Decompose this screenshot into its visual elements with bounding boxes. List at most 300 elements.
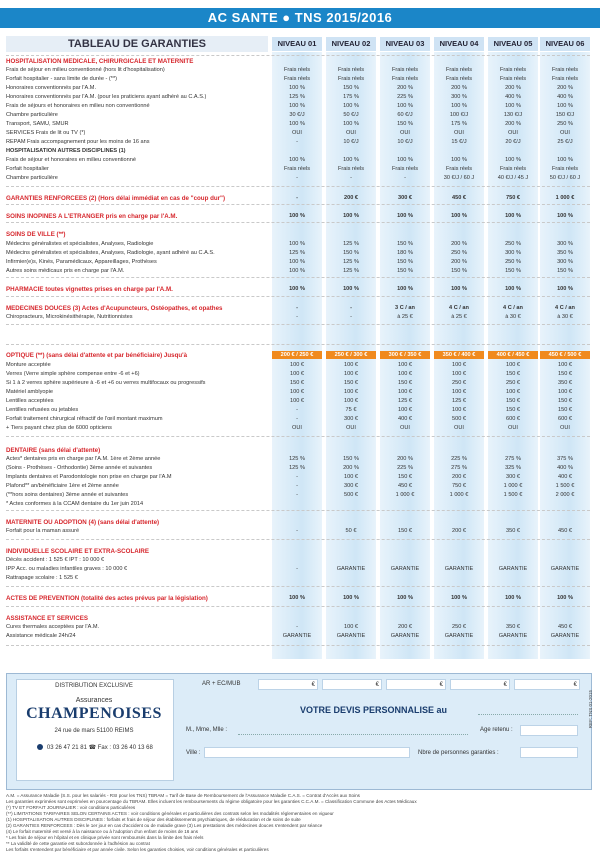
- value-cell: 4 C / an: [503, 305, 523, 311]
- value-cell: OUI: [454, 130, 464, 136]
- row-label: Chambre particulière: [6, 175, 58, 181]
- value-cell: GARANTIE: [550, 566, 580, 572]
- value-cell: 100 €: [506, 389, 520, 395]
- value-cell: 600 €: [558, 416, 572, 422]
- value-cell: OUI: [508, 425, 518, 431]
- vertical-reference: REF: TNS 01-2015: [588, 690, 593, 729]
- value-cell: 100 €: [290, 389, 304, 395]
- value-cell: Frais réels: [337, 76, 365, 82]
- value-cell: 100 %: [289, 241, 305, 247]
- value-cell: 150 €: [398, 528, 412, 534]
- value-cell: -: [296, 416, 298, 422]
- value-cell: OUI: [454, 425, 464, 431]
- document-title: AC SANTE ● TNS 2015/2016: [207, 10, 393, 25]
- value-cell: -: [350, 175, 352, 181]
- value-cell: Frais réels: [283, 67, 311, 73]
- value-cell: 150 €: [506, 371, 520, 377]
- value-cell: 100 %: [289, 121, 305, 127]
- value-cell: 225 %: [451, 456, 467, 462]
- optique-max-badge: 250 € / 300 €: [326, 351, 376, 359]
- section-divider: [6, 510, 590, 511]
- value-cell: 150 €: [344, 380, 358, 386]
- personal-quote-title: VOTRE DEVIS PERSONNALISE au: [300, 705, 448, 715]
- value-cell: 250 %: [451, 250, 467, 256]
- section-divider: [6, 222, 590, 223]
- row-label: MATERNITE OU ADOPTION (4) (sans délai d'attente): [6, 519, 160, 526]
- value-cell: 100 %: [343, 103, 359, 109]
- value-cell: 15 €/J: [451, 139, 467, 145]
- value-cell: 100 %: [451, 213, 467, 219]
- value-cell: 100 %: [557, 213, 573, 219]
- value-cell: 750 €: [506, 195, 520, 201]
- row-label: Rattrapage scolaire : 1 525 €: [6, 575, 78, 581]
- footnote: Les forfaits s'entendent par bénéficiaire et par année civile. Selon les garanties choisies, voir conditions générales et particulières: [6, 847, 269, 852]
- ar-field-5[interactable]: €: [514, 679, 580, 690]
- value-cell: Frais réels: [551, 166, 579, 172]
- value-cell: -: [296, 566, 298, 572]
- value-cell: 100 €: [290, 398, 304, 404]
- row-label: Matériel amblyopie: [6, 389, 53, 395]
- row-label: HOSPITALISATION MEDICALE, CHIRURGICALE ET MATERNITE: [6, 58, 194, 65]
- section-divider: [6, 539, 590, 540]
- value-cell: 200 %: [557, 85, 573, 91]
- value-cell: 100 %: [505, 157, 521, 163]
- value-cell: 25 €/J: [557, 139, 573, 145]
- value-cell: 250 €: [452, 624, 466, 630]
- value-cell: 50 €/J: [343, 112, 359, 118]
- value-cell: 600 €: [506, 416, 520, 422]
- section-divider: [6, 55, 590, 56]
- footnote: * Les frais de séjour en hôpital et en clinique privée sont remboursés dans la limite des frais réels: [6, 835, 204, 840]
- row-label: DENTAIRE (sans délai d'attente): [6, 447, 101, 454]
- row-label: Forfait hospitalier: [6, 166, 49, 172]
- value-cell: -: [296, 528, 298, 534]
- value-cell: 400 €: [558, 474, 572, 480]
- row-label: Médecins généralistes et spécialistes, Analyses, Radiologie: [6, 241, 154, 247]
- value-cell: OUI: [292, 425, 302, 431]
- value-cell: à 25 €: [397, 314, 413, 320]
- value-cell: 150 %: [343, 85, 359, 91]
- value-cell: 180 %: [397, 250, 413, 256]
- row-label: (**hors soins dentaires) 3ème année et suivantes: [6, 492, 129, 498]
- footnote: (*) TV ET FORFAIT JOURNALIER : voir conditions particulières: [6, 805, 136, 810]
- row-label: IPP Acc. ou maladies infantiles graves : 10 000 €: [6, 566, 128, 572]
- value-cell: 300 %: [451, 94, 467, 100]
- value-cell: 150 %: [397, 259, 413, 265]
- value-cell: 125 %: [289, 250, 305, 256]
- value-cell: 1 000 €: [555, 195, 575, 201]
- ar-field-2[interactable]: €: [322, 679, 382, 690]
- value-cell: 100 %: [505, 103, 521, 109]
- value-cell: 225 %: [397, 94, 413, 100]
- brand-logo: CHAMPENOISES: [26, 705, 162, 722]
- value-cell: 100 €: [452, 362, 466, 368]
- value-cell: 100 €: [558, 389, 572, 395]
- value-cell: GARANTIE: [550, 633, 580, 639]
- value-cell: 200 %: [451, 259, 467, 265]
- value-cell: 50 €/J / 60 J: [549, 175, 581, 181]
- optique-max-badge: 300 € / 350 €: [380, 351, 430, 359]
- row-label: Forfait traitement chirurgical réfractif de l'œil montant maximum: [6, 416, 163, 422]
- row-label: Chambre particulière: [6, 112, 58, 118]
- value-cell: 125 %: [343, 268, 359, 274]
- value-cell: 100 €: [290, 371, 304, 377]
- value-cell: 100 %: [505, 595, 521, 601]
- row-label: REPAM Frais accompagnement pour les moins de 16 ans: [6, 139, 150, 145]
- name-label: M., Mme, Mlle :: [186, 727, 228, 733]
- value-cell: 100 €: [344, 362, 358, 368]
- value-cell: 100 %: [451, 103, 467, 109]
- value-cell: 100 %: [557, 103, 573, 109]
- section-divider: [6, 324, 590, 325]
- value-cell: Frais réels: [391, 67, 419, 73]
- value-cell: 375 %: [557, 456, 573, 462]
- value-cell: 100 €: [344, 389, 358, 395]
- row-label: Honoraires conventionnés par l'A.M. (pour les praticiens ayant adhéré au C.A.S.): [6, 94, 207, 100]
- value-cell: GARANTIE: [444, 633, 474, 639]
- value-cell: OUI: [346, 425, 356, 431]
- value-cell: 350 €: [558, 380, 572, 386]
- phone-icon: [37, 744, 43, 750]
- table-title: TABLEAU DE GARANTIES: [6, 36, 268, 52]
- value-cell: 100 %: [289, 268, 305, 274]
- value-cell: 100 %: [397, 157, 413, 163]
- footnote: (2) GARANTIES RENFORCEES : Dès le 1er jour en cas d'accident ou de maladie grave (3) Les prestations des médecines douces s'entendent par séance: [6, 823, 323, 828]
- row-label: Transport, SAMU, SMUR: [6, 121, 69, 127]
- value-cell: Frais réels: [445, 76, 473, 82]
- value-cell: 300 %: [557, 241, 573, 247]
- value-cell: 100 %: [289, 259, 305, 265]
- row-label: Si 1 à 2 verres sphère supérieure à -6 et +6 ou verres multifocaux ou progressifs: [6, 380, 206, 386]
- persons-input[interactable]: [520, 747, 578, 758]
- value-cell: 175 %: [343, 94, 359, 100]
- value-cell: 100 %: [343, 157, 359, 163]
- footnote: A.M. = Assurance Maladie (S.S. pour les salariés - RSI pour les TNS) TBRAM = Tarif de Base de Remboursement de l'Assurance Maladie C.A.S. = Contrat d'Accès aux Soins: [6, 793, 360, 798]
- fax-number: Fax : 03 26 40 13 68: [97, 745, 153, 751]
- value-cell: 125 €: [452, 398, 466, 404]
- value-cell: -: [296, 314, 298, 320]
- ar-label: AR + EC/MUB: [202, 681, 241, 687]
- value-cell: 150 €: [290, 380, 304, 386]
- value-cell: 50 €: [345, 528, 357, 534]
- value-cell: -: [296, 407, 298, 413]
- value-cell: 200 %: [343, 465, 359, 471]
- value-cell: 300 €: [344, 416, 358, 422]
- value-cell: OUI: [508, 130, 518, 136]
- value-cell: GARANTIE: [336, 633, 366, 639]
- value-cell: 125 %: [343, 259, 359, 265]
- value-cell: 200 %: [505, 121, 521, 127]
- section-divider: [6, 586, 590, 587]
- row-label: ACTES DE PREVENTION (totalité des actes prévus par la législation): [6, 595, 208, 602]
- value-cell: 125 %: [289, 456, 305, 462]
- section-divider: [6, 344, 590, 345]
- value-cell: 450 €: [558, 624, 572, 630]
- value-cell: 100 %: [289, 85, 305, 91]
- value-cell: 100 %: [343, 286, 359, 292]
- row-label: Infirmier(e)s, Kinés, Paramédicaux, Appareillages, Prothèses: [6, 259, 157, 265]
- value-cell: 175 %: [451, 121, 467, 127]
- value-cell: 4 C / an: [555, 305, 575, 311]
- section-divider: [6, 277, 590, 278]
- value-cell: Frais réels: [283, 76, 311, 82]
- value-cell: Frais réels: [551, 67, 579, 73]
- row-label: Forfait hospitalier - sans limite de durée - (**): [6, 76, 117, 82]
- value-cell: 100 %: [451, 286, 467, 292]
- value-cell: 3 C / an: [395, 305, 415, 311]
- footnote: (**) LIMITATIONS TARIFAIRES SELON CERTAINS ACTES : voir conditions générales et particulières des contrats selon les modalités réglementaires en vigueur: [6, 811, 334, 816]
- fax-icon: ☎: [88, 745, 97, 751]
- value-cell: 100 %: [397, 213, 413, 219]
- brand-assurances: Assurances: [75, 697, 113, 704]
- value-cell: Frais réels: [499, 166, 527, 172]
- value-cell: 100 %: [289, 286, 305, 292]
- city-input[interactable]: [204, 747, 410, 758]
- row-label: INDIVIDUELLE SCOLAIRE ET EXTRA-SCOLAIRE: [6, 548, 150, 555]
- value-cell: 300 €: [398, 195, 412, 201]
- ar-field-3[interactable]: €: [386, 679, 446, 690]
- value-cell: 100 €: [344, 474, 358, 480]
- address: 24 rue de mars 51100 REIMS: [54, 728, 134, 734]
- optique-max-badge: 350 € / 400 €: [434, 351, 484, 359]
- row-label: ASSISTANCE ET SERVICES: [6, 615, 88, 622]
- value-cell: 150 %: [451, 268, 467, 274]
- value-cell: 350 €: [506, 528, 520, 534]
- age-input[interactable]: [520, 725, 578, 736]
- value-cell: 100 €: [344, 371, 358, 377]
- section-divider: [6, 645, 590, 646]
- value-cell: 125 €: [398, 398, 412, 404]
- row-label: Assistance médicale 24h/24: [6, 633, 76, 639]
- value-cell: 100 €: [452, 407, 466, 413]
- value-cell: 100 %: [343, 121, 359, 127]
- value-cell: 400 %: [505, 94, 521, 100]
- row-label: PHARMACIE toutes vignettes prises en charge par l'A.M.: [6, 286, 173, 293]
- level-header: NIVEAU 02: [326, 37, 376, 51]
- value-cell: 150 €: [558, 398, 572, 404]
- value-cell: -: [296, 492, 298, 498]
- section-divider: [6, 204, 590, 205]
- value-cell: à 25 €: [451, 314, 467, 320]
- value-cell: GARANTIE: [282, 633, 312, 639]
- value-cell: 1 500 €: [503, 492, 523, 498]
- value-cell: 100 %: [505, 213, 521, 219]
- value-cell: 150 €: [506, 398, 520, 404]
- value-cell: 100 €: [452, 371, 466, 377]
- value-cell: 125 %: [289, 465, 305, 471]
- row-label: * Actes conformes à la CCAM dentaire du 1er juin 2014: [6, 501, 144, 507]
- value-cell: -: [350, 305, 352, 311]
- value-cell: Frais réels: [445, 166, 473, 172]
- value-cell: OUI: [292, 130, 302, 136]
- row-label: Plafond** an/bénéficiaire 1ère et 2ème année: [6, 483, 119, 489]
- footnote: Les garanties exprimées sont exprimées en pourcentage du TBRAM. Elles incluent les remboursements du régime obligatoire pour les garanties C.C.A.M. = Classification Commune des Actes Médicaux: [6, 799, 417, 804]
- value-cell: -: [350, 314, 352, 320]
- value-cell: Frais réels: [337, 166, 365, 172]
- value-cell: Frais réels: [499, 76, 527, 82]
- value-cell: Frais réels: [283, 166, 311, 172]
- value-cell: 250 €: [506, 380, 520, 386]
- contact-line: [16, 744, 172, 751]
- value-cell: 150 %: [557, 268, 573, 274]
- name-input[interactable]: [238, 734, 468, 735]
- value-cell: 10 €/J: [343, 139, 359, 145]
- value-cell: 150 €: [398, 380, 412, 386]
- value-cell: 100 %: [505, 286, 521, 292]
- value-cell: 400 %: [557, 94, 573, 100]
- value-cell: 100 €: [558, 362, 572, 368]
- value-cell: 100 €: [398, 362, 412, 368]
- value-cell: 100 €: [398, 407, 412, 413]
- value-cell: 100 €: [398, 389, 412, 395]
- value-cell: 100 %: [451, 595, 467, 601]
- row-label: Décès accident : 1 525 € IPT : 10 000 €: [6, 557, 105, 563]
- value-cell: 250 %: [505, 259, 521, 265]
- value-cell: 225 %: [397, 465, 413, 471]
- value-cell: à 30 €: [557, 314, 573, 320]
- value-cell: 200 €: [452, 474, 466, 480]
- value-cell: Frais réels: [445, 67, 473, 73]
- row-label: Actes* dentaires pris en charge par l'A.M. 1ère et 2ème année: [6, 456, 161, 462]
- footnote: (4) Le forfait maternité est versé à la naissance ou à l'adoption d'un enfant de moins de 16 ans: [6, 829, 199, 834]
- value-cell: 30 €/J / 60 J: [443, 175, 475, 181]
- quote-date-line[interactable]: [478, 714, 578, 715]
- value-cell: 275 %: [451, 465, 467, 471]
- value-cell: GARANTIE: [444, 566, 474, 572]
- section-divider: [6, 186, 590, 187]
- value-cell: -: [404, 175, 406, 181]
- value-cell: 100 €: [290, 362, 304, 368]
- value-cell: 400 €: [398, 416, 412, 422]
- value-cell: 100 €: [452, 389, 466, 395]
- value-cell: GARANTIE: [390, 633, 420, 639]
- ar-field-4[interactable]: €: [450, 679, 510, 690]
- value-cell: 150 %: [343, 250, 359, 256]
- optique-max-badge: 400 € / 450 €: [488, 351, 538, 359]
- value-cell: 150 €: [398, 474, 412, 480]
- value-cell: 60 €/J: [397, 112, 413, 118]
- value-cell: 100 %: [289, 157, 305, 163]
- value-cell: 100 €: [506, 362, 520, 368]
- value-cell: Frais réels: [337, 67, 365, 73]
- value-cell: -: [296, 483, 298, 489]
- value-cell: 500 €: [452, 416, 466, 422]
- value-cell: Frais réels: [551, 76, 579, 82]
- value-cell: 200 €: [398, 624, 412, 630]
- distribution-label: DISTRIBUTION EXCLUSIVE: [55, 683, 133, 689]
- value-cell: 100 %: [557, 157, 573, 163]
- row-label: Monture acceptée: [6, 362, 51, 368]
- row-label: Forfait pour la maman assuré: [6, 528, 80, 534]
- row-label: OPTIQUE (**) (sans délai d'attente et par bénéficiaire) Jusqu'à: [6, 352, 188, 359]
- row-label: SOINS DE VILLE (**): [6, 231, 66, 238]
- value-cell: 450 €: [558, 528, 572, 534]
- row-label: Honoraires conventionnés par l'A.M.: [6, 85, 96, 91]
- value-cell: 300 €: [506, 474, 520, 480]
- value-cell: 10 €/J: [397, 139, 413, 145]
- row-label: Frais de séjour et honoraires en milieu conventionné: [6, 157, 136, 163]
- persons-label: Nbre de personnes garanties :: [418, 750, 499, 756]
- value-cell: 350 %: [557, 250, 573, 256]
- value-cell: 20 €/J: [505, 139, 521, 145]
- value-cell: 200 %: [451, 85, 467, 91]
- value-cell: 300 €: [344, 483, 358, 489]
- value-cell: 100 %: [397, 103, 413, 109]
- footnote: ** La validité de cette garantie est subordonnée à l'adhésion au contrat: [6, 841, 150, 846]
- value-cell: 100 €/J: [449, 112, 469, 118]
- ar-field-1[interactable]: €: [258, 679, 318, 690]
- value-cell: 300 %: [505, 250, 521, 256]
- level-header: NIVEAU 04: [434, 37, 484, 51]
- value-cell: GARANTIE: [498, 566, 528, 572]
- level-header: NIVEAU 01: [272, 37, 322, 51]
- value-cell: 100 %: [289, 213, 305, 219]
- value-cell: 450 €: [398, 483, 412, 489]
- value-cell: 200 €: [452, 528, 466, 534]
- value-cell: 750 €: [452, 483, 466, 489]
- value-cell: 40 €/J / 45 J: [497, 175, 529, 181]
- value-cell: 350 €: [506, 624, 520, 630]
- value-cell: Frais réels: [499, 67, 527, 73]
- value-cell: 400 %: [557, 465, 573, 471]
- optique-max-badge: 200 € / 250 €: [272, 351, 322, 359]
- value-cell: 275 %: [505, 456, 521, 462]
- value-cell: Frais réels: [391, 76, 419, 82]
- value-cell: -: [296, 175, 298, 181]
- value-cell: 500 €: [344, 492, 358, 498]
- row-label: Frais de séjours et honoraires en milieu non conventionné: [6, 103, 150, 109]
- value-cell: 100 %: [397, 595, 413, 601]
- value-cell: à 30 €: [505, 314, 521, 320]
- level-header: NIVEAU 06: [540, 37, 590, 51]
- value-cell: 100 %: [557, 595, 573, 601]
- row-label: MEDECINES DOUCES (3) Actes d'Acupuncteurs, Ostéopathes, et opathes: [6, 305, 223, 312]
- value-cell: -: [296, 624, 298, 630]
- row-label: Implants dentaires et Parodontologie non prise en charge par l'A.M: [6, 474, 172, 480]
- value-cell: 150 %: [397, 241, 413, 247]
- value-cell: 1 000 €: [449, 492, 469, 498]
- value-cell: 150 %: [343, 456, 359, 462]
- value-cell: OUI: [560, 425, 570, 431]
- value-cell: GARANTIE: [498, 633, 528, 639]
- value-cell: 200 €: [344, 195, 358, 201]
- value-cell: 150 €: [558, 407, 572, 413]
- value-cell: 200 %: [505, 85, 521, 91]
- section-divider: [6, 296, 590, 297]
- value-cell: 150 %: [397, 121, 413, 127]
- value-cell: 1 000 €: [395, 492, 415, 498]
- row-label: Lentilles acceptées: [6, 398, 54, 404]
- value-cell: 100 %: [451, 157, 467, 163]
- value-cell: OUI: [400, 130, 410, 136]
- value-cell: -: [296, 305, 298, 311]
- value-cell: 325 %: [505, 465, 521, 471]
- value-cell: 100 €: [344, 624, 358, 630]
- value-cell: OUI: [400, 425, 410, 431]
- value-cell: 100 %: [289, 103, 305, 109]
- value-cell: 100 %: [343, 213, 359, 219]
- row-label: Autres soins médicaux pris en charge par l'A.M.: [6, 268, 125, 274]
- value-cell: GARANTIE: [390, 566, 420, 572]
- value-cell: OUI: [560, 130, 570, 136]
- value-cell: -: [296, 474, 298, 480]
- value-cell: 100 %: [289, 595, 305, 601]
- value-cell: 4 C / an: [449, 305, 469, 311]
- row-label: SOINS INOPINES A L'ETRANGER pris en charge par l'A.M.: [6, 213, 178, 220]
- row-label: + Tiers payant chez plus de 6000 opticiens: [6, 425, 112, 431]
- value-cell: 200 %: [397, 456, 413, 462]
- footnote: (1) HOSPITALISATION AUTRES DISCIPLINES : forfaits et frais de séjour des établissements psychiatriques, de rééducation et de soins de suite: [6, 817, 301, 822]
